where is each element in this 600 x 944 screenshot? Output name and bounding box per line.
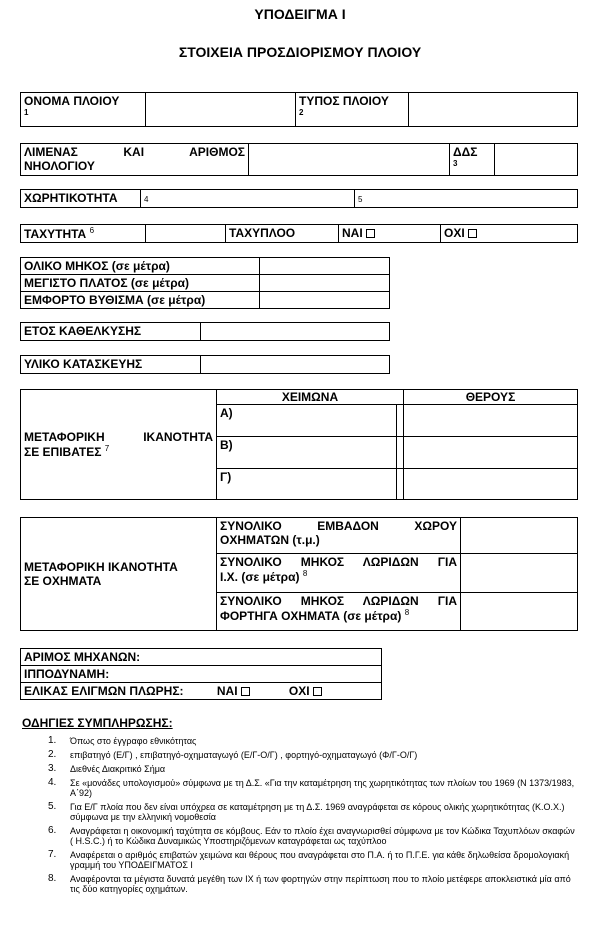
vehicle-area-field[interactable]	[461, 518, 578, 554]
passenger-row-a-field[interactable]	[404, 405, 578, 437]
passenger-capacity-label: ΜΕΤΑΦΟΡΙΚΗ ΙΚΑΝΟΤΗΤΑ ΣΕ ΕΠΙΒΑΤΕΣ $^7$	[21, 390, 217, 500]
spacer	[397, 437, 404, 469]
dds-field[interactable]	[495, 144, 578, 176]
port-field[interactable]	[249, 144, 450, 176]
material-table	[20, 355, 390, 374]
vehicle-capacity-label: ΜΕΤΑΦΟΡΙΚΗ ΙΚΑΝΟΤΗΤΑ ΣΕ ΟΧΗΜΑΤΑ	[21, 518, 217, 631]
vehicle-area-label: ΣΥΝΟΛΙΚΟ ΕΜΒΑΔΟΝ ΧΩΡΟΥ ΟΧΗΜΑΤΩΝ (τ.μ.)	[217, 518, 461, 554]
passenger-row-b-field[interactable]	[404, 437, 578, 469]
passenger-capacity-table	[20, 389, 578, 500]
instructions-list	[48, 736, 578, 898]
material-label: ΥΛΙΚΟ ΚΑΤΑΣΚΕΥΗΣ	[21, 356, 201, 374]
bow-thruster-row: ΕΛΙΚΑΣ ΕΛΙΓΜΩΝ ΠΛΩΡΗΣ: ΝΑΙ ΟΧΙ	[21, 683, 382, 700]
fast-yes[interactable]: ΝΑΙ	[339, 225, 441, 243]
ref-5: 5	[358, 195, 363, 204]
horsepower-label: ΙΠΠΟΔΥΝΑΜΗ:	[21, 666, 382, 683]
launch-year-label: ΕΤΟΣ ΚΑΘΕΛΚΥΣΗΣ	[21, 323, 201, 341]
launch-year-field[interactable]	[201, 323, 390, 341]
dds-label: ΔΔΣ 3	[450, 144, 495, 176]
instruction-item: 3. Διεθνές Διακριτικό Σήμα	[48, 763, 166, 774]
document-subtitle: ΣΤΟΙΧΕΙΑ ΠΡΟΣΔΙΟΡΙΣΜΟΥ ΠΛΟΙΟΥ	[178, 44, 422, 60]
ref-7: 7	[104, 444, 110, 453]
ref-1: 1	[24, 108, 29, 117]
spacer	[397, 405, 404, 437]
spacer	[397, 469, 404, 500]
passenger-row-a-label: Α)	[217, 405, 397, 437]
capacity-field-2[interactable]	[355, 190, 578, 208]
capacity-label: ΧΩΡΗΤΙΚΟΤΗΤΑ	[21, 190, 141, 208]
passenger-row-c-field[interactable]	[404, 469, 578, 500]
bow-thruster-yes-checkbox[interactable]	[241, 687, 250, 696]
ship-name-field[interactable]	[146, 93, 296, 127]
instruction-item: 8. Αναφέρονται τα μέγιστα δυνατά μεγέθη των ΙΧ ή των φορτηγών στην περίπτωση που το πλοίο μετέφερε αποκλειστικά μία από τις δύο κατηγορίες οχημάτων.	[48, 873, 571, 894]
port-table	[20, 143, 578, 176]
ref-4: 4	[144, 195, 149, 204]
instruction-item: 5. Για Ε/Γ πλοία που δεν είναι υπόχρεα σε καταμέτρηση με τη Δ.Σ. 1969 αναγράφεται σε κόρους ολικής χωρητικότητας (Κ.Ο.Χ.) σύμφωνα με την ελληνική νομοθεσία	[48, 801, 565, 822]
passenger-row-b-label: Β)	[217, 437, 397, 469]
car-lanes-label: ΣΥΝΟΛΙΚΟ ΜΗΚΟΣ ΛΩΡΙΔΩΝ ΓΙΑ Ι.Χ. (σε μέτρα) $^8$	[217, 554, 461, 592]
launch-year-table	[20, 322, 390, 341]
instruction-item: 6. Αναγράφεται η οικονομική ταχύτητα σε κόμβους. Εάν το πλοίο έχει αναγνωρισθεί σύμφωνα με τον Κώδικα Ταχυπλόων σκαφών ( H.S.C.) ή το Κώδικα Δυναμικώς Υποστηριζόμενων καταγράφεται ως ταχύπλοο	[48, 825, 575, 846]
instruction-item: 4. Σε «μονάδες υπολογισμού» σύμφωνα με τη Δ.Σ. «Για την καταμέτρηση της χωρητικότητας των πλοίων του 1969 (Ν 1373/1983, Α΄92)	[48, 777, 575, 798]
ship-type-label: ΤΥΠΟΣ ΠΛΟΙΟΥ 2	[296, 93, 409, 127]
speed-label: ΤΑΧΥΤΗΤΑ $^6$	[21, 225, 146, 243]
capacity-field-1[interactable]	[141, 190, 355, 208]
winter-header: ΧΕΙΜΩΝΑ	[217, 390, 404, 405]
length-field[interactable]	[260, 258, 390, 275]
ship-name-table	[20, 92, 578, 127]
ref-8-cars: 8	[302, 569, 308, 579]
fast-no[interactable]: ΟΧΙ	[441, 225, 578, 243]
instructions-title: ΟΔΗΓΙΕΣ ΣΥΜΠΛΗΡΩΣΗΣ:	[22, 716, 173, 730]
document-title: ΥΠΟΔΕΙΓΜΑ Ι	[254, 6, 346, 22]
yes-checkbox[interactable]	[366, 229, 375, 238]
instruction-item: 7. Αναφέρεται ο αριθμός επιβατών χειμώνα και θέρους που αναγράφεται στο Π.Α. ή το Π.Γ.Ε. για κάθε δηλωθείσα δρομολογιακή γραμμή του ΥΠΟΔΕΙΓΜΑΤΟΣ Ι	[48, 849, 570, 870]
port-label: ΛΙΜΕΝΑΣ ΚΑΙ ΑΡΙΘΜΟΣ ΝΗΟΛΟΓΙΟΥ	[21, 144, 249, 176]
material-field[interactable]	[201, 356, 390, 374]
width-field[interactable]	[260, 275, 390, 292]
speed-table	[20, 224, 578, 243]
instruction-item: 1. Όπως στο έγγραφο εθνικότητας	[48, 735, 197, 746]
truck-lanes-label: ΣΥΝΟΛΙΚΟ ΜΗΚΟΣ ΛΩΡΙΔΩΝ ΓΙΑ ΦΟΡΤΗΓΑ ΟΧΗΜΑΤΑ (σε μέτρα) $^8$	[217, 592, 461, 630]
summer-header: ΘΕΡΟΥΣ	[404, 390, 578, 405]
car-lanes-field[interactable]	[461, 554, 578, 592]
bow-thruster-no-checkbox[interactable]	[313, 687, 322, 696]
passenger-row-c-label: Γ)	[217, 469, 397, 500]
speed-field[interactable]	[146, 225, 226, 243]
vehicle-capacity-table	[20, 517, 578, 631]
capacity-table	[20, 189, 578, 208]
length-label: ΟΛΙΚΟ ΜΗΚΟΣ (σε μέτρα)	[21, 258, 260, 275]
ref-6: 6	[89, 226, 95, 235]
engines-table	[20, 648, 382, 700]
width-label: ΜΕΓΙΣΤΟ ΠΛΑΤΟΣ (σε μέτρα)	[21, 275, 260, 292]
truck-lanes-field[interactable]	[461, 592, 578, 630]
no-checkbox[interactable]	[468, 229, 477, 238]
ship-name-label: ΟΝΟΜΑ ΠΛΟΙΟΥ 1	[21, 93, 146, 127]
draft-field[interactable]	[260, 292, 390, 309]
engine-count-label: ΑΡΙΜΟΣ ΜΗΧΑΝΩΝ:	[21, 649, 382, 666]
ship-type-field[interactable]	[409, 93, 578, 127]
fast-label: ΤΑΧΥΠΛΟΟ	[226, 225, 339, 243]
ref-2: 2	[299, 108, 304, 117]
instruction-item: 2. επιβατηγό (Ε/Γ) , επιβατηγό-οχηματαγωγό (Ε/Γ-Ο/Γ) , φορτηγό-οχηματαγωγό (Φ/Γ-Ο/Γ)	[48, 749, 418, 760]
ref-3: 3	[453, 159, 458, 168]
draft-label: ΕΜΦΟΡΤΟ ΒΥΘΙΣΜΑ (σε μέτρα)	[21, 292, 260, 309]
ref-8-trucks: 8	[404, 607, 410, 617]
dimensions-table	[20, 257, 390, 309]
